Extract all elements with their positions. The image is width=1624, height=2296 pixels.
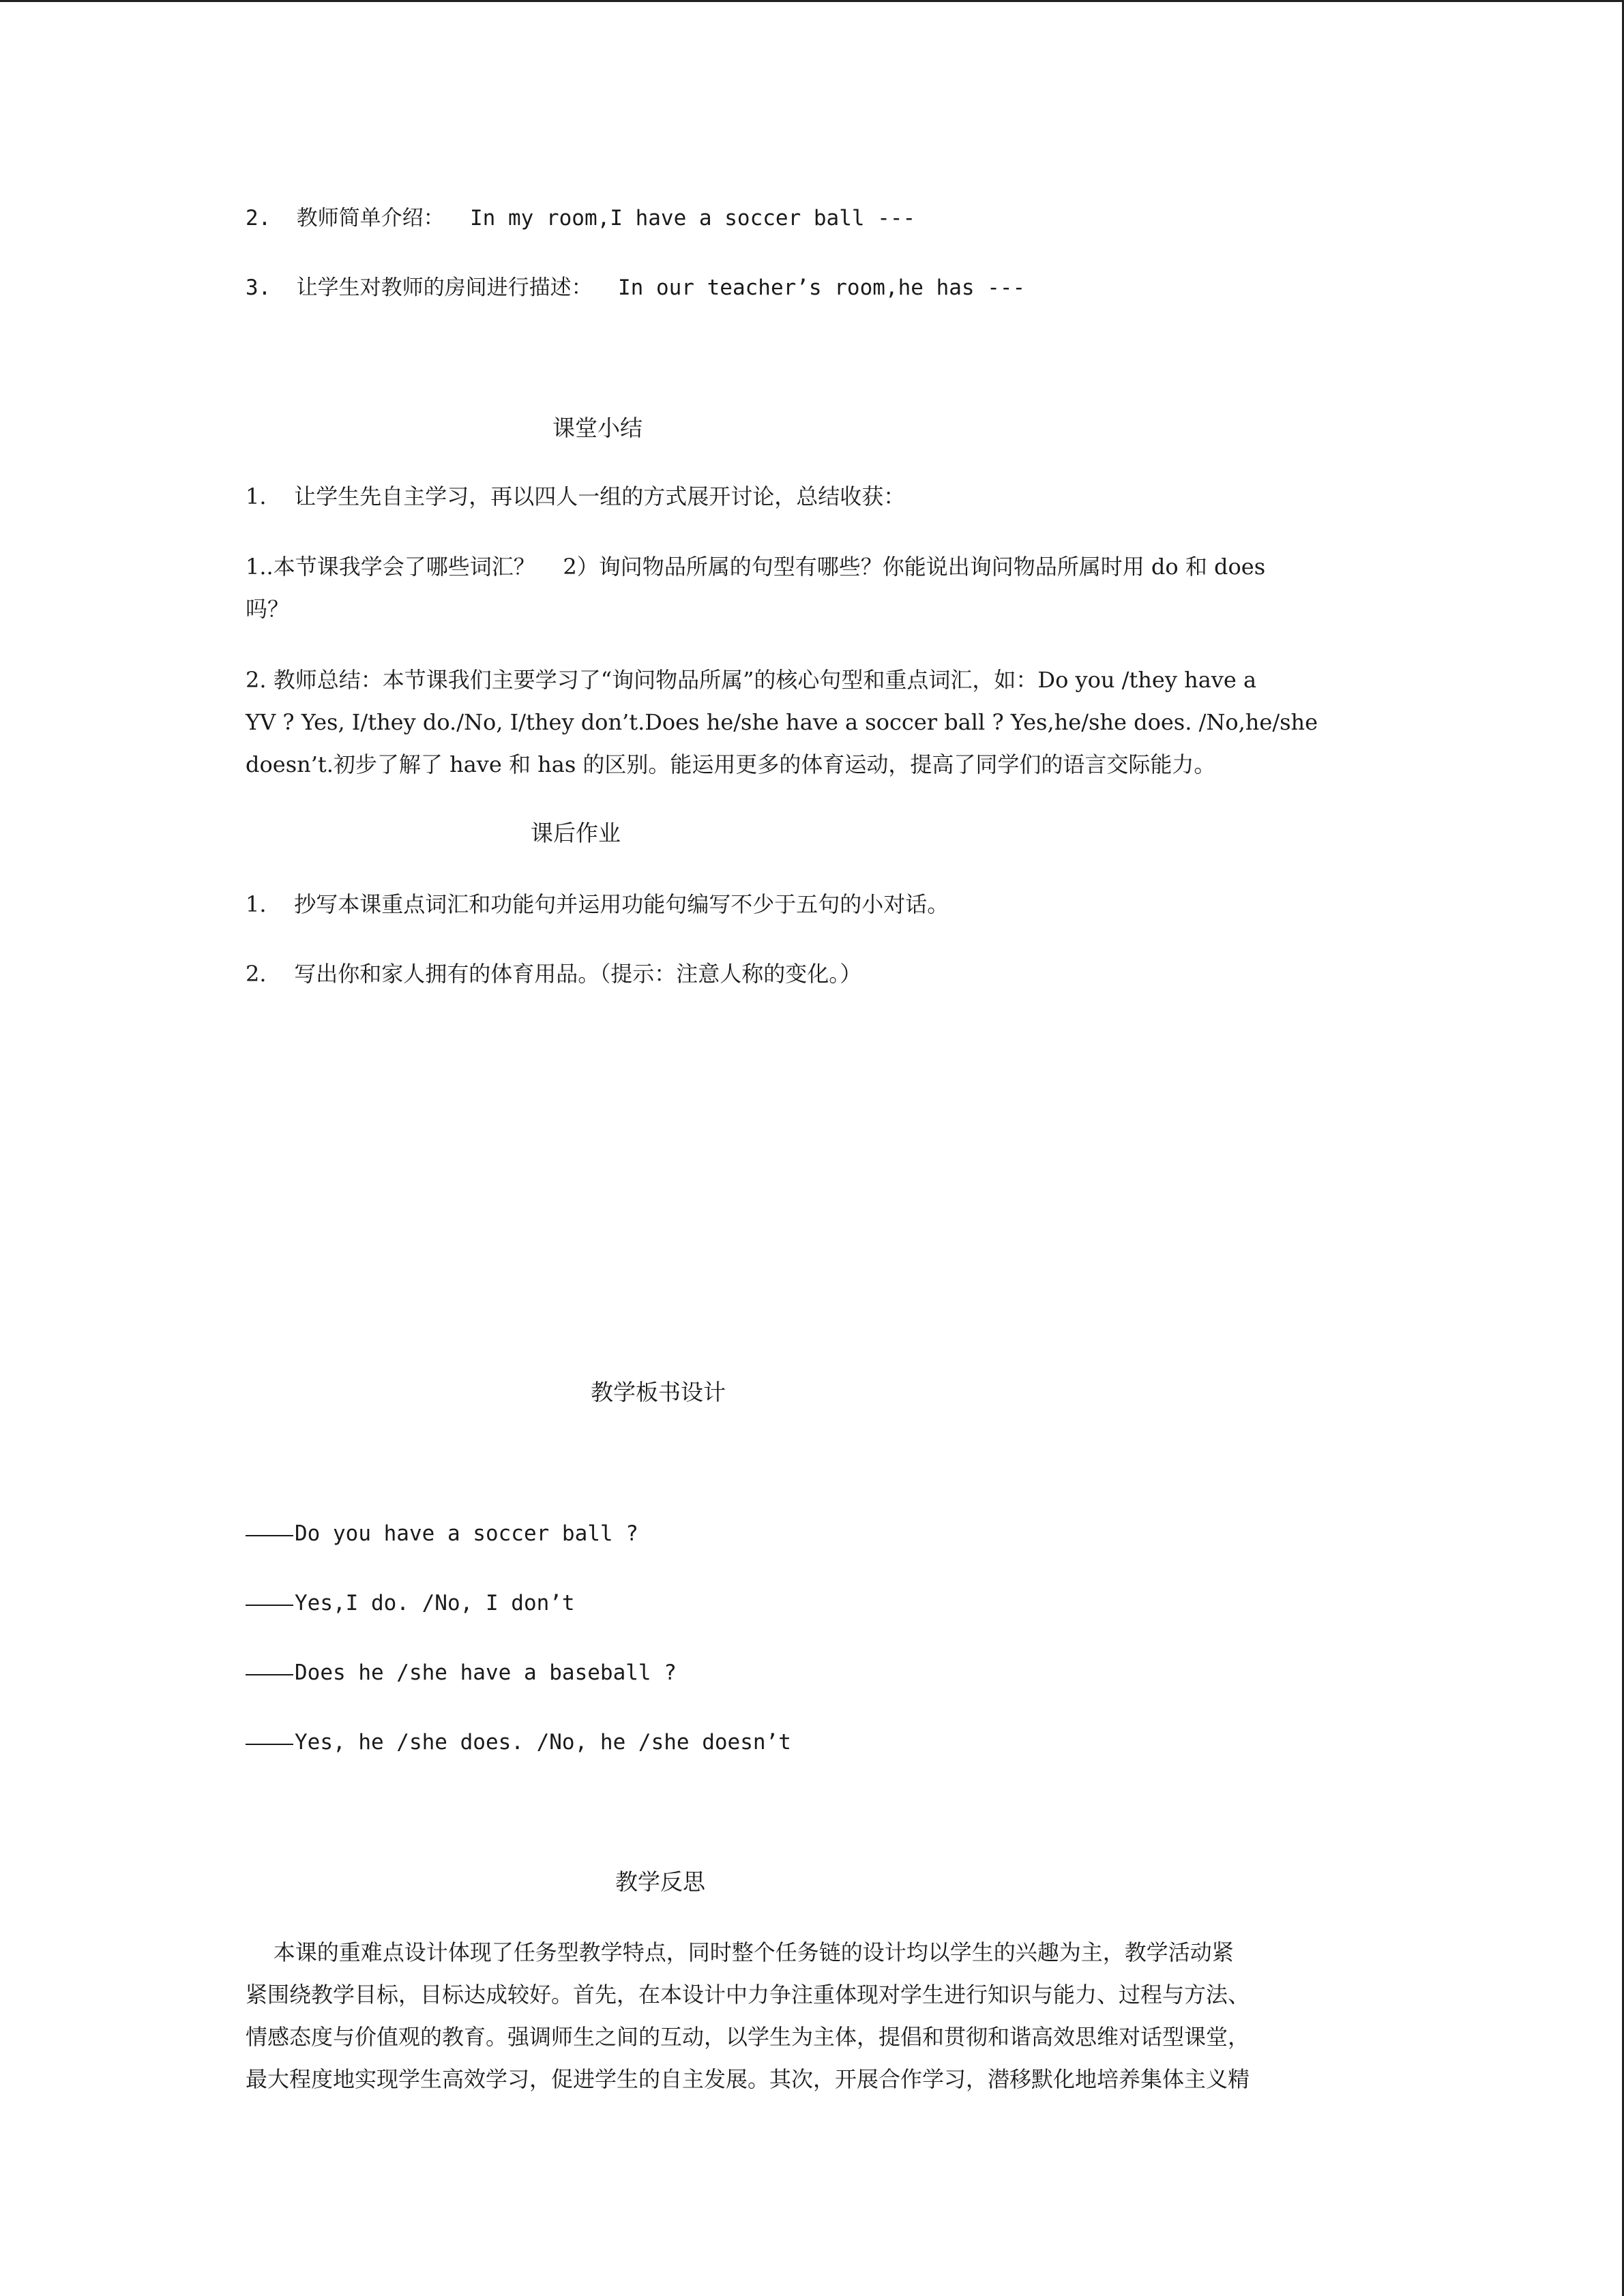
fill-blank xyxy=(246,1674,293,1675)
board-line-1-text: Do you have a soccer ball ? xyxy=(295,1521,638,1546)
homework-item-2: 2. 写出你和家人拥有的体育用品。（提示：注意人称的变化。） xyxy=(246,961,862,987)
reflection-line-3: 情感态度与价值观的教育。强调师生之间的互动，以学生为主体，提倡和贯彻和谐高效思维对话型课堂， xyxy=(246,2024,1250,2050)
reflection-line-2: 紧围绕教学目标，目标达成较好。首先，在本设计中力争注重体现对学生进行知识与能力、过程与方法、 xyxy=(246,1982,1250,2008)
fill-blank xyxy=(246,1535,293,1536)
homework-item-1: 1. 抄写本课重点词汇和功能句并运用功能句编写不少于五句的小对话。 xyxy=(246,891,949,917)
board-line-3-text: Does he /she have a baseball ? xyxy=(295,1660,677,1685)
fill-blank xyxy=(246,1605,293,1606)
board-line-4-text: Yes, he /she does. /No, he /she doesn’t xyxy=(295,1730,791,1755)
board-design-heading: 教学板书设计 xyxy=(591,1379,726,1405)
intro-item-2: 2. 教师简单介绍： In my room,I have a soccer ball --- xyxy=(246,206,916,230)
teacher-summary xyxy=(246,659,1385,786)
teacher-summary-line-2: YV ? Yes, I/they do./No, I/they don’t.Does he/she have a soccer ball ? Yes,he/she does. /No,he/she xyxy=(246,709,1318,735)
board-line-2-text: Yes,I do. /No, I don’t xyxy=(295,1591,575,1615)
teacher-summary-line-3: doesn’t.初步了解了 have 和 has 的区别。能运用更多的体育运动，提高了同学们的语言交际能力。 xyxy=(246,751,1216,777)
teacher-summary-line-1: 2. 教师总结：本节课我们主要学习了“询问物品所属”的核心句型和重点词汇，如：Do you /they have a xyxy=(246,667,1257,693)
homework-heading: 课后作业 xyxy=(531,820,621,846)
board-line-3 xyxy=(246,1659,1385,1686)
summary-questions-line-2: 吗？ xyxy=(246,596,290,622)
reflection-line-4: 最大程度地实现学生高效学习，促进学生的自主发展。其次，开展合作学习，潜移默化地培养集体主义精 xyxy=(246,2066,1250,2092)
intro-item-3: 3. 让学生对教师的房间进行描述： In our teacher’s room,he has --- xyxy=(246,275,1026,300)
board-line-4 xyxy=(246,1729,1385,1756)
summary-heading: 课堂小结 xyxy=(552,415,643,441)
reflection-heading: 教学反思 xyxy=(615,1868,705,1895)
document-page xyxy=(246,0,1385,2296)
summary-questions xyxy=(246,546,1385,630)
board-line-2 xyxy=(246,1590,1385,1617)
summary-questions-line-1: 1..本节课我学会了哪些词汇？ 2）询问物品所属的句型有哪些？你能说出询问物品所属时用 do 和 does xyxy=(246,554,1266,580)
board-line-1 xyxy=(246,1520,1385,1547)
reflection-paragraph xyxy=(246,1931,1385,2100)
fill-blank xyxy=(246,1744,293,1745)
reflection-line-1: 本课的重难点设计体现了任务型教学特点，同时整个任务链的设计均以学生的兴趣为主，教学活动紧 xyxy=(246,1939,1234,1965)
summary-item-1: 1. 让学生先自主学习，再以四人一组的方式展开讨论，总结收获： xyxy=(246,483,906,509)
